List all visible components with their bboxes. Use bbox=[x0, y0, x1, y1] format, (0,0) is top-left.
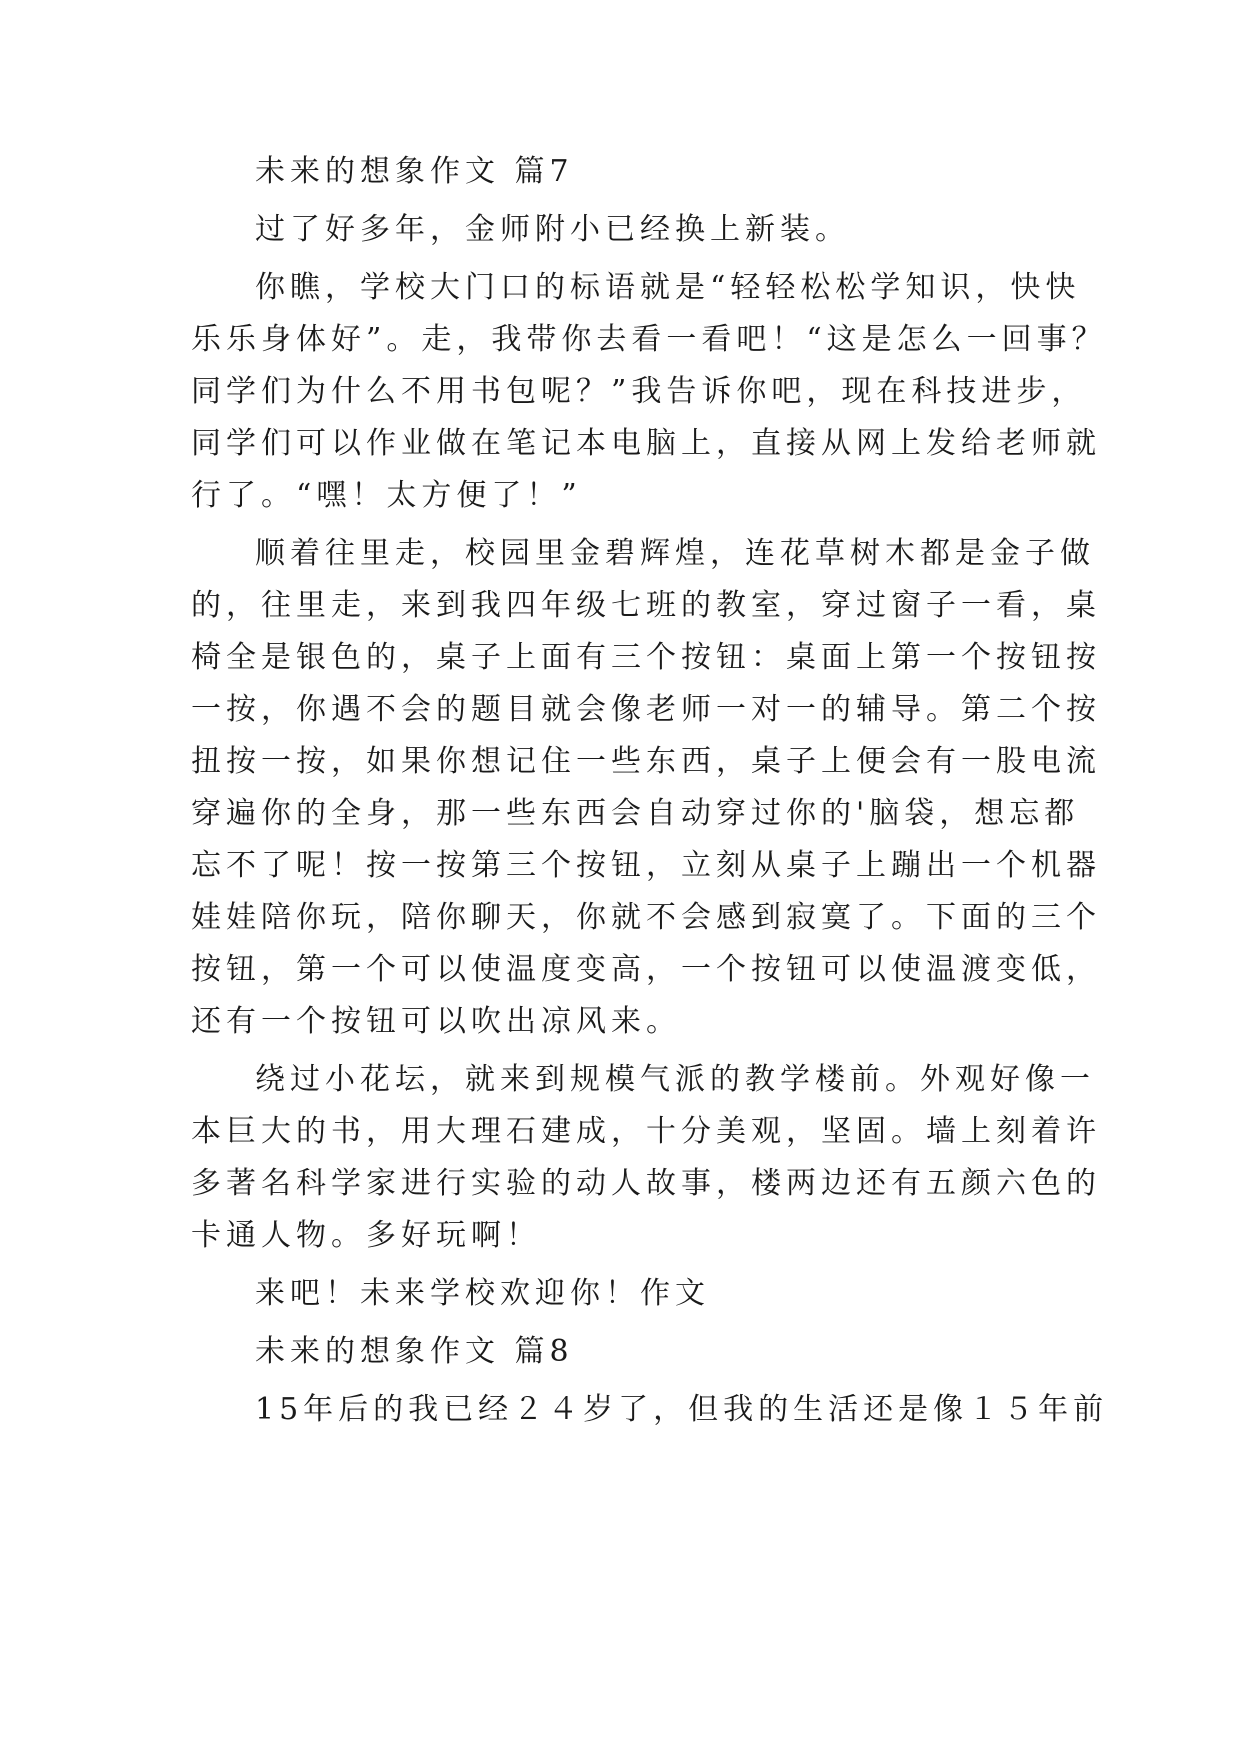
paragraph-line: 椅全是银色的，桌子上面有三个按钮：桌面上第一个按钮按 bbox=[191, 640, 1101, 675]
paragraph-line: 多著名科学家进行实验的动人故事，楼两边还有五颜六色的 bbox=[191, 1166, 1101, 1201]
paragraph-line: 绕过小花坛，就来到规模气派的教学楼前。外观好像一 bbox=[255, 1062, 1095, 1097]
paragraph-line: 忘不了呢！按一按第三个按钮，立刻从桌子上蹦出一个机器 bbox=[191, 848, 1101, 883]
section-heading: 未来的想象作文 篇7 bbox=[255, 154, 574, 189]
paragraph-line: 按钮，第一个可以使温度变高，一个按钮可以使温渡变低， bbox=[191, 952, 1101, 987]
paragraph-line: 的，往里走，来到我四年级七班的教室，穿过窗子一看，桌 bbox=[191, 588, 1101, 623]
paragraph-line: 同学们可以作业做在笔记本电脑上，直接从网上发给老师就 bbox=[191, 426, 1101, 461]
paragraph-line: 过了好多年，金师附小已经换上新装。 bbox=[255, 212, 850, 247]
paragraph-line: 顺着往里走，校园里金碧辉煌，连花草树木都是金子做 bbox=[255, 536, 1095, 571]
paragraph-line: 还有一个按钮可以吹出凉风来。 bbox=[191, 1004, 681, 1039]
paragraph-line: 一按，你遇不会的题目就会像老师一对一的辅导。第二个按 bbox=[191, 692, 1101, 727]
paragraph-line: 你瞧，学校大门口的标语就是“轻轻松松学知识，快快 bbox=[255, 270, 1081, 305]
paragraph-line: 行了。“嘿！太方便了！” bbox=[191, 478, 582, 513]
paragraph-line: 扭按一按，如果你想记住一些东西，桌子上便会有一股电流 bbox=[191, 744, 1101, 779]
paragraph-line: 同学们为什么不用书包呢？”我告诉你吧，现在科技进步， bbox=[191, 374, 1087, 409]
paragraph-line: 来吧！未来学校欢迎你！作文 bbox=[255, 1276, 710, 1311]
paragraph-line: 15年后的我已经２４岁了，但我的生活还是像１５年前 bbox=[255, 1392, 1109, 1427]
section-heading: 未来的想象作文 篇8 bbox=[255, 1334, 574, 1369]
paragraph-line: 穿遍你的全身，那一些东西会自动穿过你的'脑袋，想忘都 bbox=[191, 796, 1080, 831]
paragraph-line: 本巨大的书，用大理石建成，十分美观，坚固。墙上刻着许 bbox=[191, 1114, 1101, 1149]
paragraph-line: 乐乐身体好”。走，我带你去看一看吧！“这是怎么一回事？ bbox=[191, 322, 1107, 357]
paragraph-line: 卡通人物。多好玩啊！ bbox=[191, 1218, 541, 1253]
paragraph-line: 娃娃陪你玩，陪你聊天，你就不会感到寂寞了。下面的三个 bbox=[191, 900, 1101, 935]
